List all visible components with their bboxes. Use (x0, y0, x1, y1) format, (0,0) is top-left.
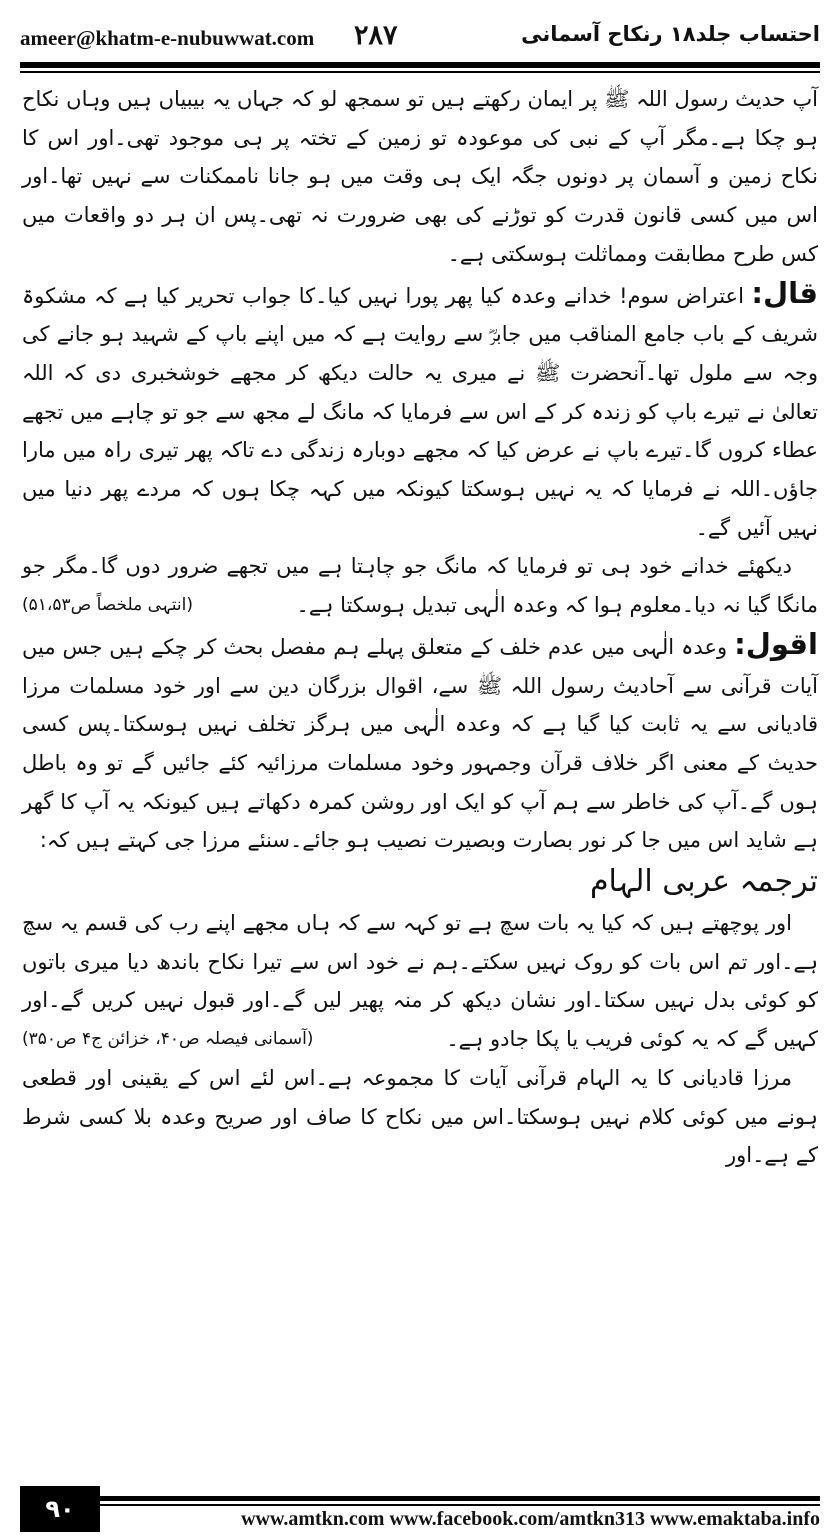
footer-page-number: ۹۰ (20, 1486, 100, 1532)
footer-urls[interactable]: www.amtkn.com www.facebook.com/amtkn313 www.emaktaba.info (241, 1508, 820, 1530)
header-rule-thick (20, 62, 820, 68)
paragraph: آپ حدیث رسول اللہ ﷺ پر ایمان رکھتے ہیں تو سمجھ لو کہ جہاں یہ بیبیاں ہیں وہاں نکاح ہو چکا ہے۔مگر آپ کے نبی کی موعودہ تو زمین کے تختہ پر ہی موجود تھی۔اور اس کا نکاح زمین و آسمان پر دونوں جگہ ایک ہی وقت میں ہو جانا ناممکنات سے نہیں تھا۔اور اس میں کسی قانون قدرت کو توڑنے کی بھی ضرورت نہ تھی۔پس ان ہر دو واقعات میں کس طرح مطابقت ومماثلت ہوسکتی ہے۔ (22, 87, 818, 266)
header-book-title: احتساب جلد۱۸ رنکاح آسمانی (521, 22, 820, 46)
paragraph-keyword: اقول: (734, 626, 818, 661)
paragraph-keyword: قال: (751, 275, 819, 310)
paragraph-text: وعدہ الٰہی میں عدم خلف کے متعلق پہلے ہم مفصل بحث کر چکے ہیں جس میں آیات قرآنی سے آحادیث رسول اللہ ﷺ سے، اقوال بزرگان دین سے اور خود مسلمات مرزا قادیانی سے یہ ثابت کیا گیا ہے کہ وعدہ الٰہی میں ہرگز تخلف نہیں ہوسکتا۔پس کسی حدیث کے معنی اگر خلاف قرآن وجمہور وخود مسلمات مرزائیہ کئے جائیں گے تو وہ باطل ہوں گے۔آپ کی خاطر سے ہم آپ کو ایک اور روشن کمرہ دکھاتے ہیں کیونکہ یہ آپ کا گھر ہے شاید اس میں جا کر نور بصارت وبصیرت نصیب ہو جائے۔سنئے مرزا جی کہتے ہیں کہ: (22, 634, 818, 853)
paragraph: مرزا قادیانی کا یہ الہام قرآنی آیات کا مجموعہ ہے۔اس لئے اس کے یقینی اور قطعی ہونے میں کوئی کلام نہیں ہوسکتا۔اس میں نکاح کا صاف اور صریح وعدہ بلا کسی شرط کے ہے۔اور (22, 1065, 818, 1168)
page-header (20, 10, 820, 58)
citation: (انتہی ملخصاً ص۵۱،۵۳) (22, 595, 193, 616)
page-body (22, 80, 818, 1175)
paragraph-text: اعتراض سوم! خدانے وعدہ کیا پھر پورا نہیں کیا۔کا جواب تحریر کیا ہے کہ مشکوۃ شریف کے باب جامع المناقب میں جابرؓ سے روایت ہے کہ میں اپنے باپ کے شہید ہو جانے کی وجہ سے ملول تھا۔آنحضرت ﷺ نے میری یہ حالت دیکھ کر مجھے خوشخبری دی کہ اللہ تعالیٰ نے تیرے باپ کو زندہ کر کے اس سے فرمایا کہ مانگ لے مجھ سے جو تو چاہے میں تجھے عطاء کروں گا۔تیرے باپ نے عرض کیا کہ مجھے دوبارہ زندگی دے تاکہ پھر تیری راہ میں مارا جاؤں۔اللہ نے فرمایا کہ یہ نہیں ہوسکتا کیونکہ میں کہہ چکا ہوں کہ مردے پھر دنیا میں نہیں آئیں گے۔ (22, 283, 818, 540)
paragraph-text: دیکھئے خدانے خود ہی تو فرمایا کہ مانگ جو چاہتا ہے میں تجھے ضرور دوں گا۔مگر جو مانگا گیا نہ دیا۔معلوم ہوا کہ وعدہ الٰہی تبدیل ہوسکتا ہے۔ (22, 554, 818, 618)
header-email: ameer@khatm-e-nubuwwat.com (20, 26, 315, 50)
paragraph (22, 547, 818, 624)
citation: (آسمانی فیصلہ ص۴۰، خزائن ج۴ ص۳۵۰) (22, 1029, 314, 1050)
header-rule-thin (20, 71, 820, 73)
paragraph (22, 625, 818, 860)
section-heading: ترجمہ عربی الہام (589, 864, 818, 900)
header-page-number: ٢٨٧ (354, 20, 398, 51)
footer-rule-thin (100, 1504, 820, 1506)
footer-rule-thick (20, 1496, 820, 1501)
paragraph (22, 904, 818, 1059)
paragraph-text: اور پوچھتے ہیں کہ کیا یہ بات سچ ہے تو کہہ سے کہ ہاں مجھے اپنے رب کی قسم یہ سچ ہے۔اور تم اس بات کو روک نہیں سکتے۔ہم نے خود اس سے تیرا نکاح باندھ دیا میری باتوں کو کوئی بدل نہیں سکتا۔اور نشان دیکھ کر منہ پھیر لیں گے۔اور قبول نہیں کریں گے۔اور کہیں گے کہ یہ کوئی فریب یا پکا جادو ہے۔ (22, 911, 818, 1052)
paragraph (22, 274, 818, 548)
